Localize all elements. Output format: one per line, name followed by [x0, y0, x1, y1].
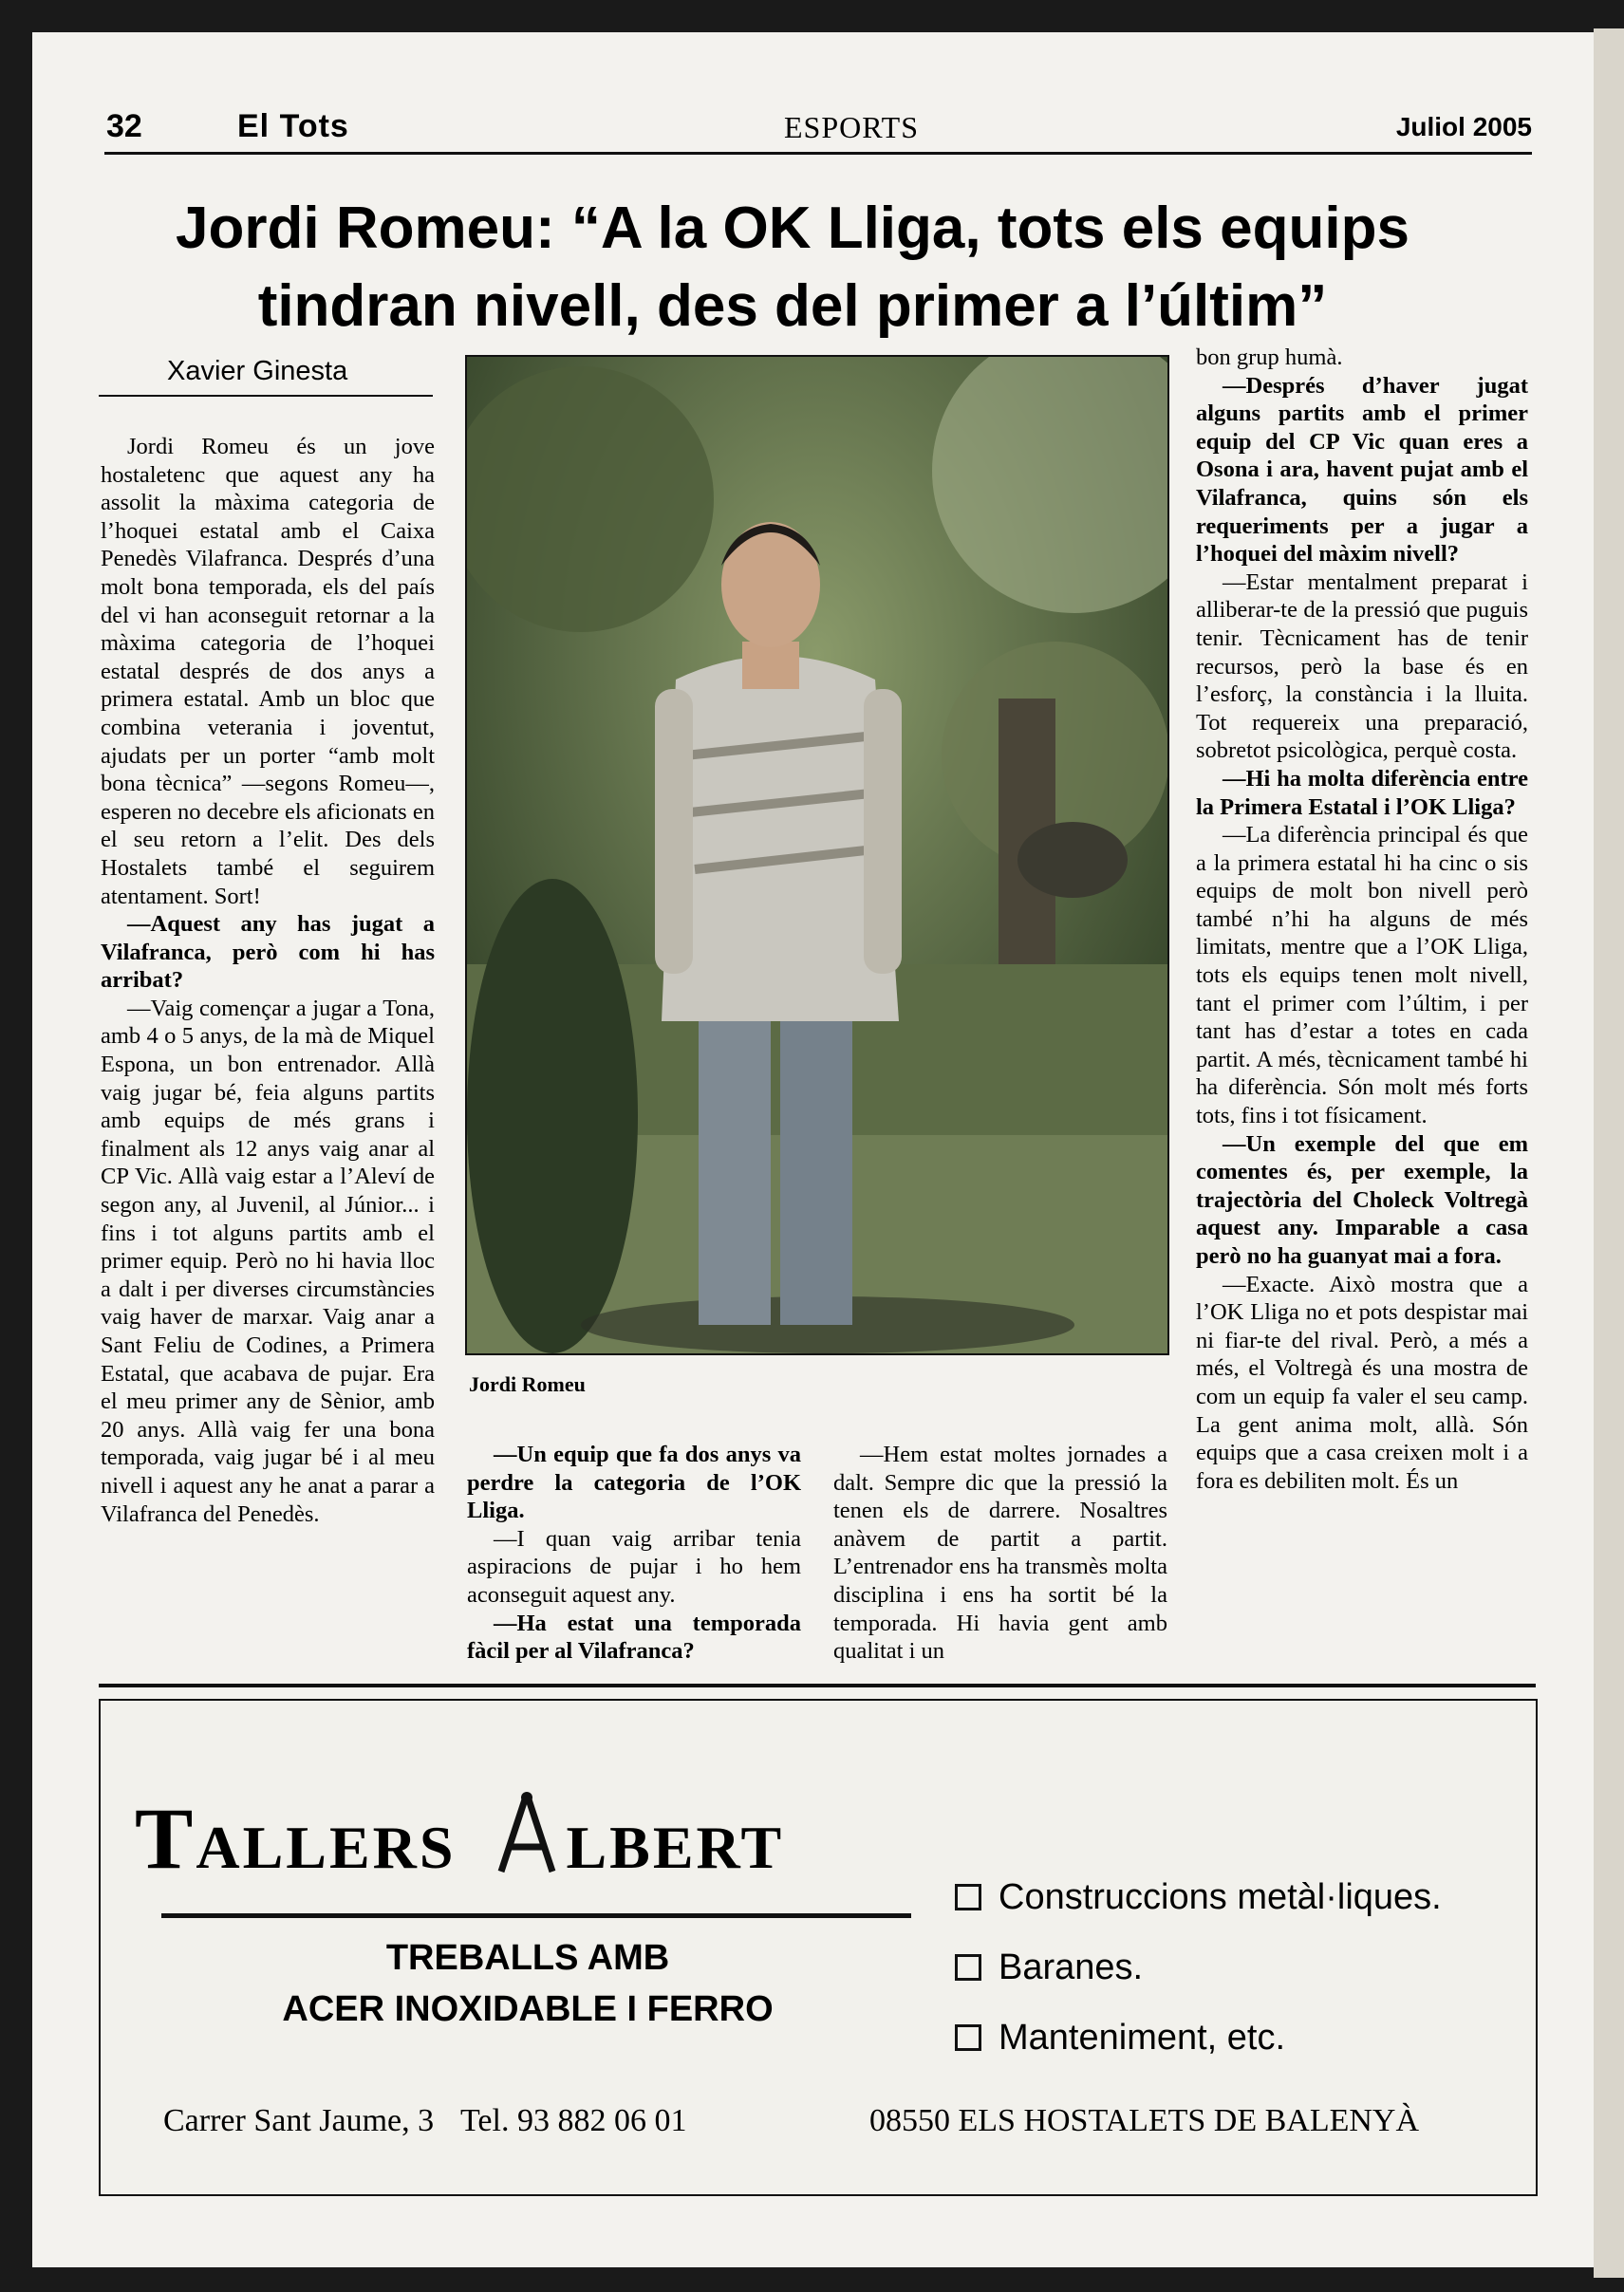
interview-question: —Ha estat una temporada fàcil per al Vilafranca?: [467, 1610, 801, 1665]
ad-logo: [135, 1788, 784, 1889]
article-paragraph: —Hem estat moltes jornades a dalt. Sempre dic que la pressió la tenen els de darrere. Nosaltres anàvem de partit a partit. L’entrenador ens ha transmès molta disciplina i ens ha sortit bé la temporada. Hi havia gent amb qualitat i un: [833, 1442, 1167, 1665]
interview-question: —Aquest any has jugat a Vilafranca, però com hi has arribat?: [101, 911, 435, 994]
page-number: 32: [106, 108, 142, 144]
ad-rule: [161, 1913, 911, 1918]
ad-address: [163, 2103, 705, 2139]
article-paragraph: —Exacte. Això mostra que a l’OK Lliga no et pots despistar mai ni fiar-te del rival. Però, a més a més, el Voltregà és una mostra de com un equip fa valer el seu camp. La gent anima molt, allà. Són equips que a casa creixen molt i a fora es debiliten molt. És un: [1196, 1271, 1528, 1494]
ad-phone: Tel. 93 882 06 01: [460, 2103, 687, 2138]
issue-date: Juliol 2005: [1395, 112, 1532, 141]
article-paragraph: —I quan vaig arribar tenia aspiracions de pujar i ho hem aconseguit aquest any.: [467, 1525, 801, 1608]
checkbox-icon: [955, 1954, 981, 1981]
logo-word-lbert: LBERT: [566, 1814, 785, 1881]
logo-initial-t: T: [135, 1790, 196, 1887]
ad-service-label: Baranes.: [999, 1947, 1144, 1987]
article-column-2a: [467, 1441, 801, 1666]
article-byline: Xavier Ginesta: [167, 356, 348, 386]
publication-name: El Tots: [237, 108, 349, 144]
headline-line-2: tindran nivell, des del primer a l’últim”: [257, 273, 1328, 339]
ad-service-label: Manteniment, etc.: [999, 2018, 1286, 2058]
article-headline: [95, 190, 1490, 345]
ad-town: 08550 ELS HOSTALETS DE BALENYÀ: [869, 2103, 1420, 2138]
section-divider: [99, 1684, 1536, 1687]
article-column-2b: [833, 1441, 1167, 1666]
article-paragraph: Jordi Romeu és un jove hostaletenc que aquest any ha assolit la màxima categoria de l’hoquei estatal amb el Caixa Penedès Vilafranca. Després d’una molt bona temporada, els del país del vi han aconseguit retornar a la màxima categoria de l’hoquei estatal després de dos anys a primera estatal. Amb un bloc que combina veterania i joventut, ajudats per un porter “amb molt bona tècnica” —segons Romeu—, esperen no decebre els aficionats en el seu retorn a l’elit. Des dels Hostalets també el seguirem atentament. Sort!: [101, 434, 435, 909]
photo-caption: Jordi Romeu: [469, 1372, 586, 1396]
advertisement: [99, 1699, 1538, 2196]
ad-subtitle: [196, 1932, 860, 2035]
interview-question: —Hi ha molta diferència entre la Primera Estatal i l’OK Lliga?: [1196, 765, 1528, 820]
interview-question: —Un equip que fa dos anys va perdre la categoria de l’OK Lliga.: [467, 1442, 801, 1524]
article-paragraph: bon grup humà.: [1196, 345, 1343, 370]
section-name: ESPORTS: [784, 110, 920, 144]
checkbox-icon: [955, 2024, 981, 2051]
compass-icon: [494, 1788, 560, 1873]
header-rule: [104, 152, 1532, 155]
ad-services-list: [955, 1862, 1442, 2073]
interview-question: —Després d’haver jugat alguns partits amb el primer equip del CP Vic quan eres a Osona i ara, havent pujat amb el Vilafranca, quins són els requeriments per a jugar a l’hoquei del màxim nivell?: [1196, 372, 1528, 568]
ad-service-item: [955, 2003, 1442, 2073]
headline-line-1: Jordi Romeu: “A la OK Lliga, tots els equips: [176, 196, 1409, 261]
byline-rule: [99, 395, 433, 397]
ad-subtitle-line-2: ACER INOXIDABLE I FERRO: [282, 1989, 774, 2029]
ad-service-item: [955, 1932, 1442, 2003]
ad-service-label: Construccions metàl·liques.: [999, 1877, 1442, 1917]
checkbox-icon: [955, 1884, 981, 1910]
portrait-photo-image: [467, 357, 1167, 1353]
article-paragraph: —Estar mentalment preparat i alliberar-te de la pressió que puguis tenir. Tècnicament has de tenir recursos, però la base és en l’esforç, la constància i la lluita. Tot requereix una preparació, sobretot psicològica, perquè costa.: [1196, 568, 1528, 764]
ad-street: Carrer Sant Jaume, 3: [163, 2103, 435, 2138]
page-header: [70, 74, 1532, 150]
page-edge: [1594, 28, 1624, 2278]
ad-service-item: [955, 1862, 1442, 1932]
ad-subtitle-line-1: TREBALLS AMB: [385, 1938, 670, 1978]
article-column-3: [1196, 344, 1528, 1495]
article-paragraph: —Vaig començar a jugar a Tona, amb 4 o 5 anys, de la mà de Miquel Espona, un bon entrenador. Allà vaig jugar bé, feia alguns partits amb equips de més grans i finalment als 12 anys vaig anar al CP Vic. Allà vaig estar a l’Aleví de segon any, al Juvenil, al Júnior... i fins i tot alguns partits amb el primer equip. Però no hi havia lloc a dalt i per diverses circumstàncies vaig haver de marxar. Vaig anar a Sant Feliu de Codines, a Primera Estatal, que acabava de pujar. Era el meu primer any de Sènior, amb 20 anys. Allà vaig fer una bona temporada, vaig jugar bé i al meu nivell i aquest any he anat a parar a Vilafranca del Penedès.: [101, 995, 435, 1527]
article-column-1: [101, 433, 435, 1528]
interview-question: —Un exemple del que em comentes és, per exemple, la trajectòria del Choleck Voltregà aquest any. Imparable a casa però no ha guanyat mai a fora.: [1196, 1130, 1528, 1269]
logo-word-allers: ALLERS: [196, 1814, 457, 1881]
article-paragraph: —La diferència principal és que a la primera estatal hi ha cinc o sis equips de molt bon nivell però també n’hi ha alguns de més limitats, mentre que a l’OK Lliga, tots els equips tenen molt nivell, tant el primer com l’últim, i per tant has d’estar a totes en cada partit. A més, tècnicament també hi ha diferència. Són molt més forts tots, fins i tot físicament.: [1196, 822, 1528, 1129]
article-photo: [465, 355, 1169, 1355]
